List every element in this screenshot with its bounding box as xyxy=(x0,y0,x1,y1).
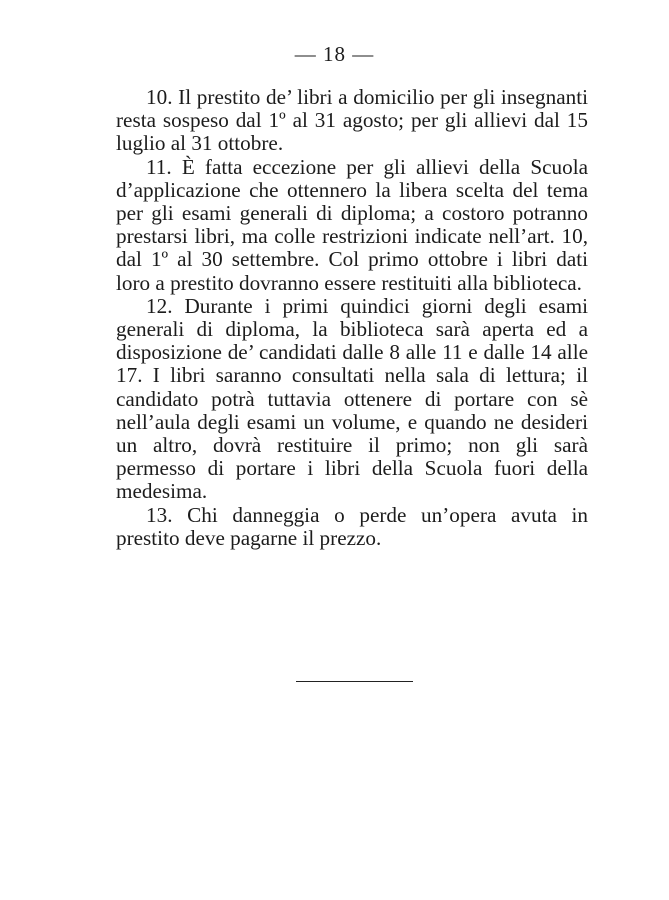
regulations-text xyxy=(116,86,588,550)
article-11 xyxy=(116,156,588,295)
article-12-text: Durante i primi quindici giorni degli esami generali di diploma, la biblioteca sarà aperta ed a disposizione de’ candidati dalle 8 alle 11 e dalle 14 alle 17. I libri saranno consultati nella sala di lettura; il candidato potrà tuttavia ottenere di portare con sè nell’aula degli esami un volume, e quando ne desideri un altro, dovrà restituire il primo; non gli sarà permesso di portare i libri della Scuola fuori della medesima. xyxy=(116,293,588,504)
article-13-text: Chi danneggia o perde un’opera avuta in prestito deve pagarne il prezzo. xyxy=(116,502,589,550)
article-12 xyxy=(116,295,588,504)
article-12-number: 12. xyxy=(146,293,173,318)
article-11-text: È fatta eccezione per gli allievi della Scuola d’applicazione che ottennero la libera scelta del tema per gli esami generali di diploma; a costoro potranno prestarsi libri, ma colle restrizioni indicate nell’art. 10, dal 1º al 30 settembre. Col primo ottobre i libri dati loro a prestito dovranno essere restituiti alla biblioteca. xyxy=(116,154,588,295)
article-10 xyxy=(116,86,588,156)
article-11-number: 11. xyxy=(146,154,172,179)
article-13 xyxy=(116,504,588,550)
article-10-number: 10. xyxy=(146,85,173,109)
page-number: — 18 — xyxy=(294,42,375,66)
article-10-text: Il prestito de’ libri a domicilio per gli insegnanti resta sospeso dal 1º al 31 agosto; per gli allievi dal 15 luglio al 31 ottobre. xyxy=(116,85,588,156)
end-rule-divider xyxy=(296,681,413,682)
article-13-number: 13. xyxy=(146,502,173,527)
